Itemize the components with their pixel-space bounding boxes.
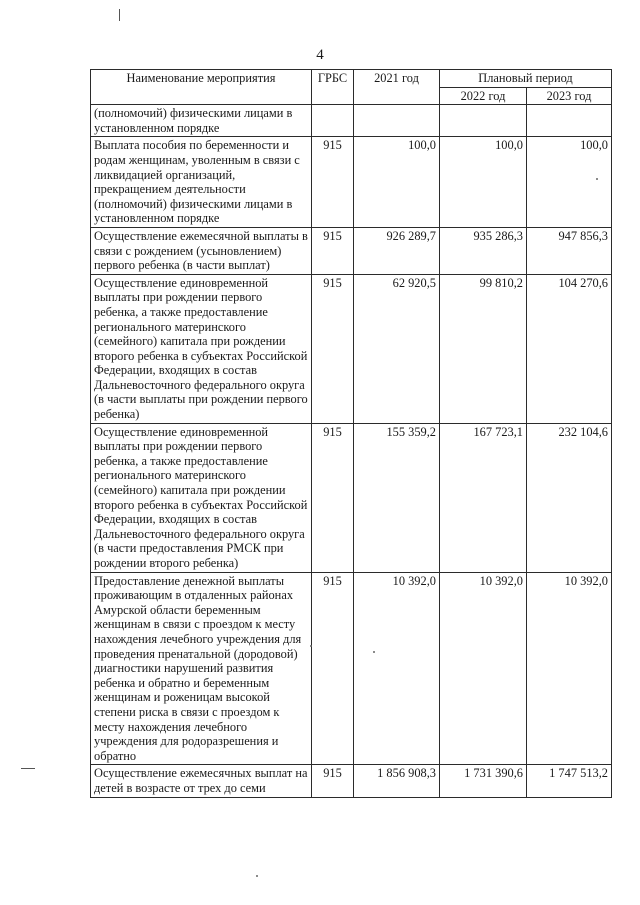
table-row [91,423,612,572]
row-2022: 167 723,1 [440,423,527,572]
scan-speck [256,875,258,877]
row-name: Выплата пособия по беременности и родам женщинам, уволенным в связи с ликвидацией организаций, прекращением деятельности (полномочий) физическими лицами в установленном порядке [91,137,312,228]
row-2023: 232 104,6 [527,423,612,572]
header-2022: 2022 год [440,87,527,105]
header-planned-period: Плановый период [440,70,612,88]
page-number: 4 [316,47,324,63]
row-2022: 100,0 [440,137,527,228]
row-grbs: 915 [312,572,354,765]
header-2021: 2021 год [354,70,440,105]
row-grbs: 915 [312,137,354,228]
header-row-top [91,70,612,88]
row-grbs [312,105,354,137]
table-row [91,137,612,228]
row-2023 [527,105,612,137]
row-2023: 10 392,0 [527,572,612,765]
row-2023: 947 856,3 [527,227,612,274]
row-2023: 100,0 [527,137,612,228]
budget-table [90,69,612,798]
row-2022: 1 731 390,6 [440,765,527,797]
row-2021: 926 289,7 [354,227,440,274]
row-2022: 10 392,0 [440,572,527,765]
row-name: Осуществление единовременной выплаты при рождении первого ребенка, а также предоставление регионального материнского (семейного) капитала при рождении второго ребенка в субъектах Российской Федерации, входящих в состав Дальневосточного федерального округа (в части выплаты при рождении первого ребенка) [91,274,312,423]
row-grbs: 915 [312,274,354,423]
row-2023: 104 270,6 [527,274,612,423]
row-2021: 10 392,0 [354,572,440,765]
row-name: Предоставление денежной выплаты проживающим в отдаленных районах Амурской области беременным женщинам в связи с проездом к месту нахождения лечебного учреждения для проведения пренатальной (дородовой) диагностики нарушений развития ребенка и обратно и беременным женщинам и роженицам высокой степени риска в связи с проездом к месту нахождения лечебного учреждения для родоразрешения и обратно [91,572,312,765]
scan-mark-top [119,9,120,21]
table-row [91,274,612,423]
row-2022 [440,105,527,137]
table-row [91,765,612,797]
row-2022: 935 286,3 [440,227,527,274]
header-2023: 2023 год [527,87,612,105]
row-grbs: 915 [312,765,354,797]
row-name: (полномочий) физическими лицами в установленном порядке [91,105,312,137]
row-2022: 99 810,2 [440,274,527,423]
row-name: Осуществление единовременной выплаты при рождении первого ребенка, а также предоставление регионального материнского (семейного) капитала при рождении второго ребенка в субъектах Российской Федерации, входящих в состав Дальневосточного федерального округа (в части предоставления РМСК при рождении второго ребенка) [91,423,312,572]
row-2023: 1 747 513,2 [527,765,612,797]
row-2021: 62 920,5 [354,274,440,423]
table-row [91,227,612,274]
table-row [91,572,612,765]
scan-speck [596,178,598,180]
row-grbs: 915 [312,227,354,274]
row-name: Осуществление ежемесячной выплаты в связи с рождением (усыновлением) первого ребенка (в части выплат) [91,227,312,274]
header-grbs: ГРБС [312,70,354,105]
row-2021: 1 856 908,3 [354,765,440,797]
row-name: Осуществление ежемесячных выплат на детей в возрасте от трех до семи [91,765,312,797]
row-2021: 155 359,2 [354,423,440,572]
header-name: Наименование мероприятия [91,70,312,105]
row-grbs: 915 [312,423,354,572]
table-row [91,105,612,137]
scan-speck [310,645,312,647]
row-2021: 100,0 [354,137,440,228]
row-2021 [354,105,440,137]
scan-speck [373,651,375,653]
scan-mark-left [21,768,35,769]
